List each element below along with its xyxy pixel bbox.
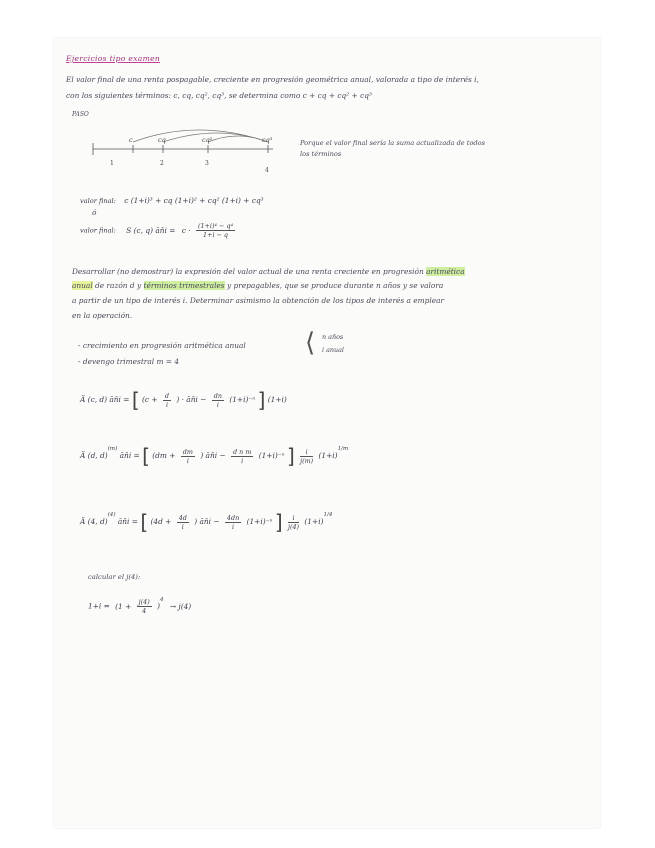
formula-2-f1d: i	[186, 456, 189, 465]
side-note-line2: los términos	[300, 150, 342, 158]
formula-4-arrow: → j(4)	[169, 601, 192, 611]
formula-2-tail: (1+i)	[318, 451, 338, 460]
formula-1-part3: (1+i)⁻ⁿ	[229, 395, 256, 404]
formula-3	[80, 510, 332, 534]
formula-2-bracket-close: ]	[286, 444, 295, 468]
formula-3-f2d: i	[232, 522, 235, 531]
valor-final-1	[80, 196, 264, 205]
formula-3-part2: ) ān̄i −	[194, 517, 220, 526]
valor-final-2-c: c ·	[181, 225, 191, 235]
o-label: ó	[92, 208, 97, 217]
calc-label: calcular el j(4):	[88, 573, 141, 581]
valor-final-2-den: 1+i − q	[203, 231, 229, 239]
timeline-term-2: cq	[158, 136, 166, 144]
formula-3-frac1	[177, 514, 189, 531]
binder-holes	[66, 33, 586, 37]
formula-2-f2d: i	[241, 456, 244, 465]
formula-1-frac2	[212, 392, 224, 409]
paragraph1-line1: El valor final de una renta pospagable, creciente en progresión geométrica anual, valorada a tipo de interés i,	[66, 75, 479, 84]
formula-3-lhs-sup: (4)	[107, 512, 116, 518]
formula-2-frac2	[231, 448, 253, 465]
formula-3-part3: (1+i)⁻ⁿ	[246, 517, 273, 526]
formula-2-part2: ) ān̄i −	[200, 451, 226, 460]
formula-2-part3: (1+i)⁻ⁿ	[258, 451, 285, 460]
formula-2-lhs-pre: Ä (d, d)	[80, 451, 108, 460]
brace-bottom: i anual	[322, 346, 344, 354]
formula-4-fn: j(4)	[138, 598, 150, 606]
formula-3-lhs-pre: Ä (4, d)	[80, 517, 108, 526]
formula-2-bracket-open: [	[142, 444, 150, 468]
timeline-term-3: cq²	[202, 136, 213, 144]
formula-2	[80, 444, 348, 468]
formula-4-close: )	[157, 601, 160, 611]
paso-label: PASO	[72, 111, 89, 118]
valor-final-2-label: valor final:	[80, 226, 116, 235]
formula-3-f3n: i	[288, 514, 299, 523]
formula-3-f3d: j(4)	[288, 522, 300, 531]
formula-3-f1n: 4d	[178, 513, 187, 522]
valor-final-1-label: valor final:	[80, 197, 116, 205]
brace-top: n años	[322, 333, 344, 341]
paragraph2-highlight-anual: anual	[72, 281, 93, 290]
timeline-term-1: c	[129, 136, 133, 144]
formula-2-frac1	[181, 448, 195, 465]
formula-4-fd: 4	[142, 607, 147, 615]
paragraph2-line1	[72, 268, 465, 275]
formula-2-f3n: i	[300, 448, 313, 457]
bullet-1: - crecimiento en progresión aritmética anual	[78, 341, 246, 350]
timeline-tick-2: 2	[160, 160, 164, 167]
valor-final-1-expr: c (1+i)³ + cq (1+i)² + cq² (1+i) + cq³	[124, 196, 264, 205]
formula-2-part1: (dm +	[152, 451, 176, 460]
formula-1-part1: (c +	[141, 395, 158, 404]
formula-4-frac	[137, 598, 152, 615]
formula-1-tail: (1+i)	[267, 395, 287, 404]
valor-final-2-fraction	[196, 222, 235, 239]
formula-2-f2n: d n m	[232, 447, 252, 456]
formula-3-f1d: i	[181, 522, 184, 531]
formula-4	[88, 598, 191, 615]
formula-3-part1: (4d +	[150, 517, 172, 526]
formula-2-lhs-post: ān̄i =	[119, 451, 140, 460]
bullet-2: - devengo trimestral m = 4	[78, 357, 180, 366]
formula-3-tail: (1+i)	[304, 517, 324, 526]
formula-1-bracket-close: ]	[257, 388, 266, 412]
formula-2-f3d: j(m)	[300, 456, 314, 465]
paragraph2-highlight-aritmetica: aritmética	[426, 267, 465, 276]
timeline-tick-3: 3	[205, 160, 209, 167]
formula-4-lhs: 1+i =	[88, 601, 110, 611]
side-note-line1: Porque el valor final sería la suma actualizada de todos	[300, 139, 485, 147]
formula-1-lhs: Ä (c, d) ān̄i =	[80, 395, 130, 404]
formula-2-lhs-sup: (m)	[107, 446, 118, 452]
formula-2-f1n: dm	[182, 447, 193, 456]
formula-1-f1n: d	[164, 391, 170, 400]
brace-icon: ⟨	[305, 328, 316, 358]
paragraph1-line2: con los siguientes términos: c, cq, cq², cq³, se determina como c + cq + cq² + cq³	[66, 91, 372, 100]
valor-final-2-num: (1+i)⁴ − q⁴	[197, 222, 234, 230]
formula-4-open: (1 +	[115, 601, 132, 611]
timeline-diagram	[88, 120, 288, 180]
paragraph2-line1a: Desarrollar (no demostrar) la expresión del valor actual de una renta creciente en progresión	[72, 267, 427, 276]
formula-2-exp: 1/m	[337, 446, 349, 452]
formula-3-lhs-post: ān̄i =	[117, 517, 138, 526]
formula-3-frac3	[288, 514, 299, 531]
formula-1-part2: ) · ān̄i −	[176, 395, 207, 404]
formula-3-exp: 1/4	[323, 512, 333, 518]
formula-3-bracket-open: [	[140, 510, 149, 534]
timeline-tick-1: 1	[110, 160, 114, 167]
formula-1-frac1	[163, 392, 171, 409]
formula-1-f1d: i	[165, 400, 168, 409]
formula-1-f2d: i	[216, 400, 219, 409]
paragraph2-line2	[72, 282, 443, 289]
formula-1-f2n: dn	[213, 391, 222, 400]
formula-4-exp: 4	[159, 596, 164, 603]
paragraph2-line2b: de razón d y	[92, 281, 144, 290]
formula-3-f2n: 4dn	[226, 513, 240, 522]
formula-1	[80, 388, 287, 412]
valor-final-2	[80, 222, 238, 239]
formula-3-frac2	[225, 514, 241, 531]
paragraph2-line4: en la operación.	[72, 311, 133, 320]
timeline-tick-4: 4	[265, 167, 269, 174]
timeline-term-4: cq³	[262, 136, 273, 144]
valor-final-2-lhs: S (c, q) ān̄i =	[126, 225, 176, 235]
page-title: Ejercicios tipo examen	[66, 54, 161, 63]
formula-1-bracket-open: [	[131, 388, 140, 412]
formula-2-frac3	[300, 448, 313, 465]
paragraph2-highlight-trimestrales: términos trimestrales	[143, 281, 225, 290]
paragraph2-line3: a partir de un tipo de interés i. Determinar asimismo la obtención de los tipos de interés a emplear	[72, 296, 445, 305]
formula-3-bracket-close: ]	[274, 510, 283, 534]
paragraph2-line2d: y prepagables, que se produce durante n años y se valora	[224, 281, 444, 290]
